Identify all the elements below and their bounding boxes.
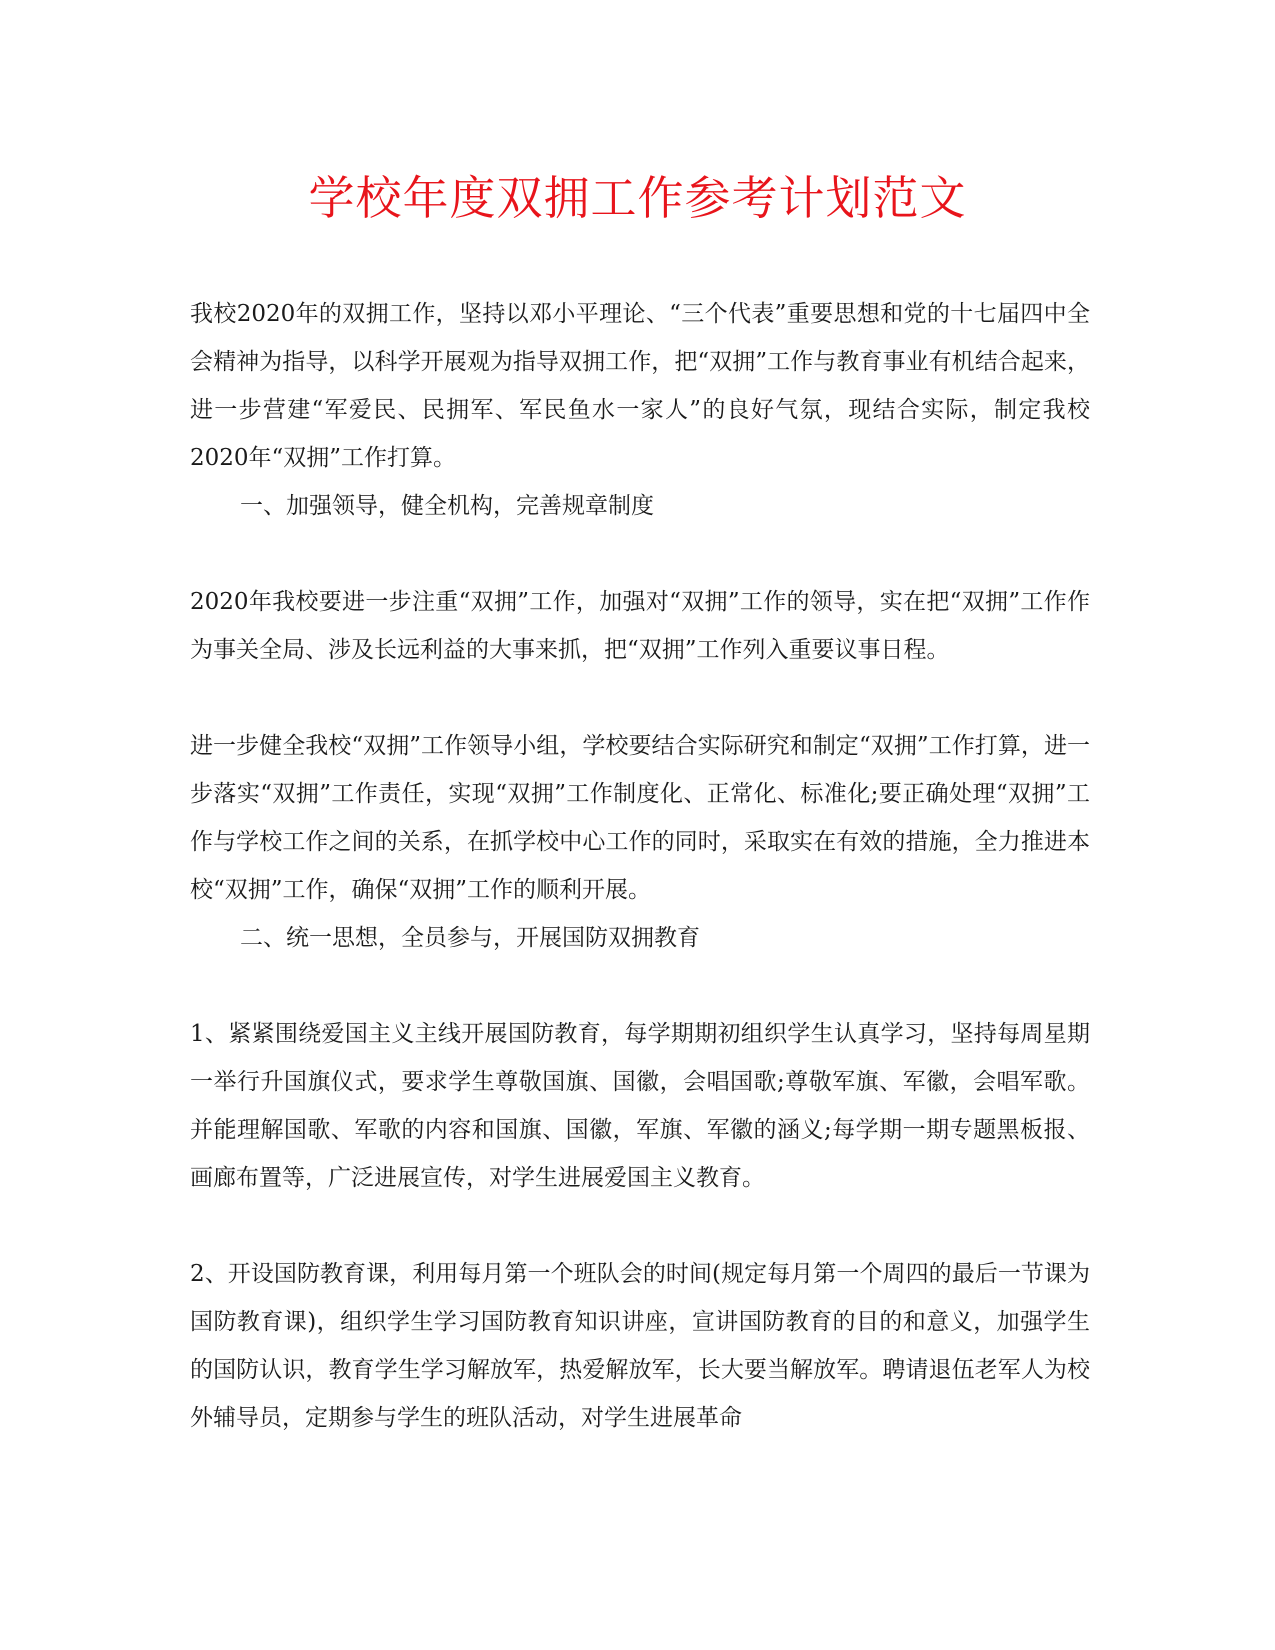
document-body — [190, 290, 1090, 1442]
paragraph-item-1: 1、紧紧围绕爱国主义主线开展国防教育，每学期期初组织学生认真学习，坚持每周星期一举行升国旗仪式，要求学生尊敬国旗、国徽，会唱国歌;尊敬军旗、军徽，会唱军歌。并能理解国歌、军歌的内容和国旗、国徽，军旗、军徽的涵义;每学期一期专题黑板报、画廊布置等，广泛进展宣传，对学生进展爱国主义教育。 — [190, 1021, 1090, 1191]
paragraph-gap — [190, 674, 1090, 722]
document-title: 学校年度双拥工作参考计划范文 — [308, 171, 967, 225]
paragraph-intro: 我校2020年的双拥工作，坚持以邓小平理论、“三个代表”重要思想和党的十七届四中全会精神为指导，以科学开展观为指导双拥工作，把“双拥”工作与教育事业有机结合起来，进一步营建“军爱民、民拥军、军民鱼水一家人”的良好气氛，现结合实际，制定我校2020年“双拥”工作打算。 — [190, 301, 1090, 471]
section-heading-2: 二、统一思想，全员参与，开展国防双拥教育 — [240, 925, 700, 951]
section-heading-1: 一、加强领导，健全机构，完善规章制度 — [240, 493, 654, 519]
paragraph-leadership: 2020年我校要进一步注重“双拥”工作，加强对“双拥”工作的领导，实在把“双拥”工作作为事关全局、涉及长远利益的大事来抓，把“双拥”工作列入重要议事日程。 — [190, 589, 1090, 663]
paragraph-group: 进一步健全我校“双拥”工作领导小组，学校要结合实际研究和制定“双拥”工作打算，进一步落实“双拥”工作责任，实现“双拥”工作制度化、正常化、标准化;要正确处理“双拥”工作与学校工作之间的关系，在抓学校中心工作的同时，采取实在有效的措施，全力推进本校“双拥”工作，确保“双拥”工作的顺利开展。 — [190, 733, 1090, 903]
paragraph-gap — [190, 1202, 1090, 1250]
paragraph-item-2: 2、开设国防教育课，利用每月第一个班队会的时间(规定每月第一个周四的最后一节课为国防教育课)，组织学生学习国防教育知识讲座，宣讲国防教育的目的和意义，加强学生的国防认识，教育学生学习解放军，热爱解放军，长大要当解放军。聘请退伍老军人为校外辅导员，定期参与学生的班队活动，对学生进展革命 — [190, 1261, 1090, 1431]
paragraph-gap — [190, 962, 1090, 1010]
paragraph-gap — [190, 530, 1090, 578]
